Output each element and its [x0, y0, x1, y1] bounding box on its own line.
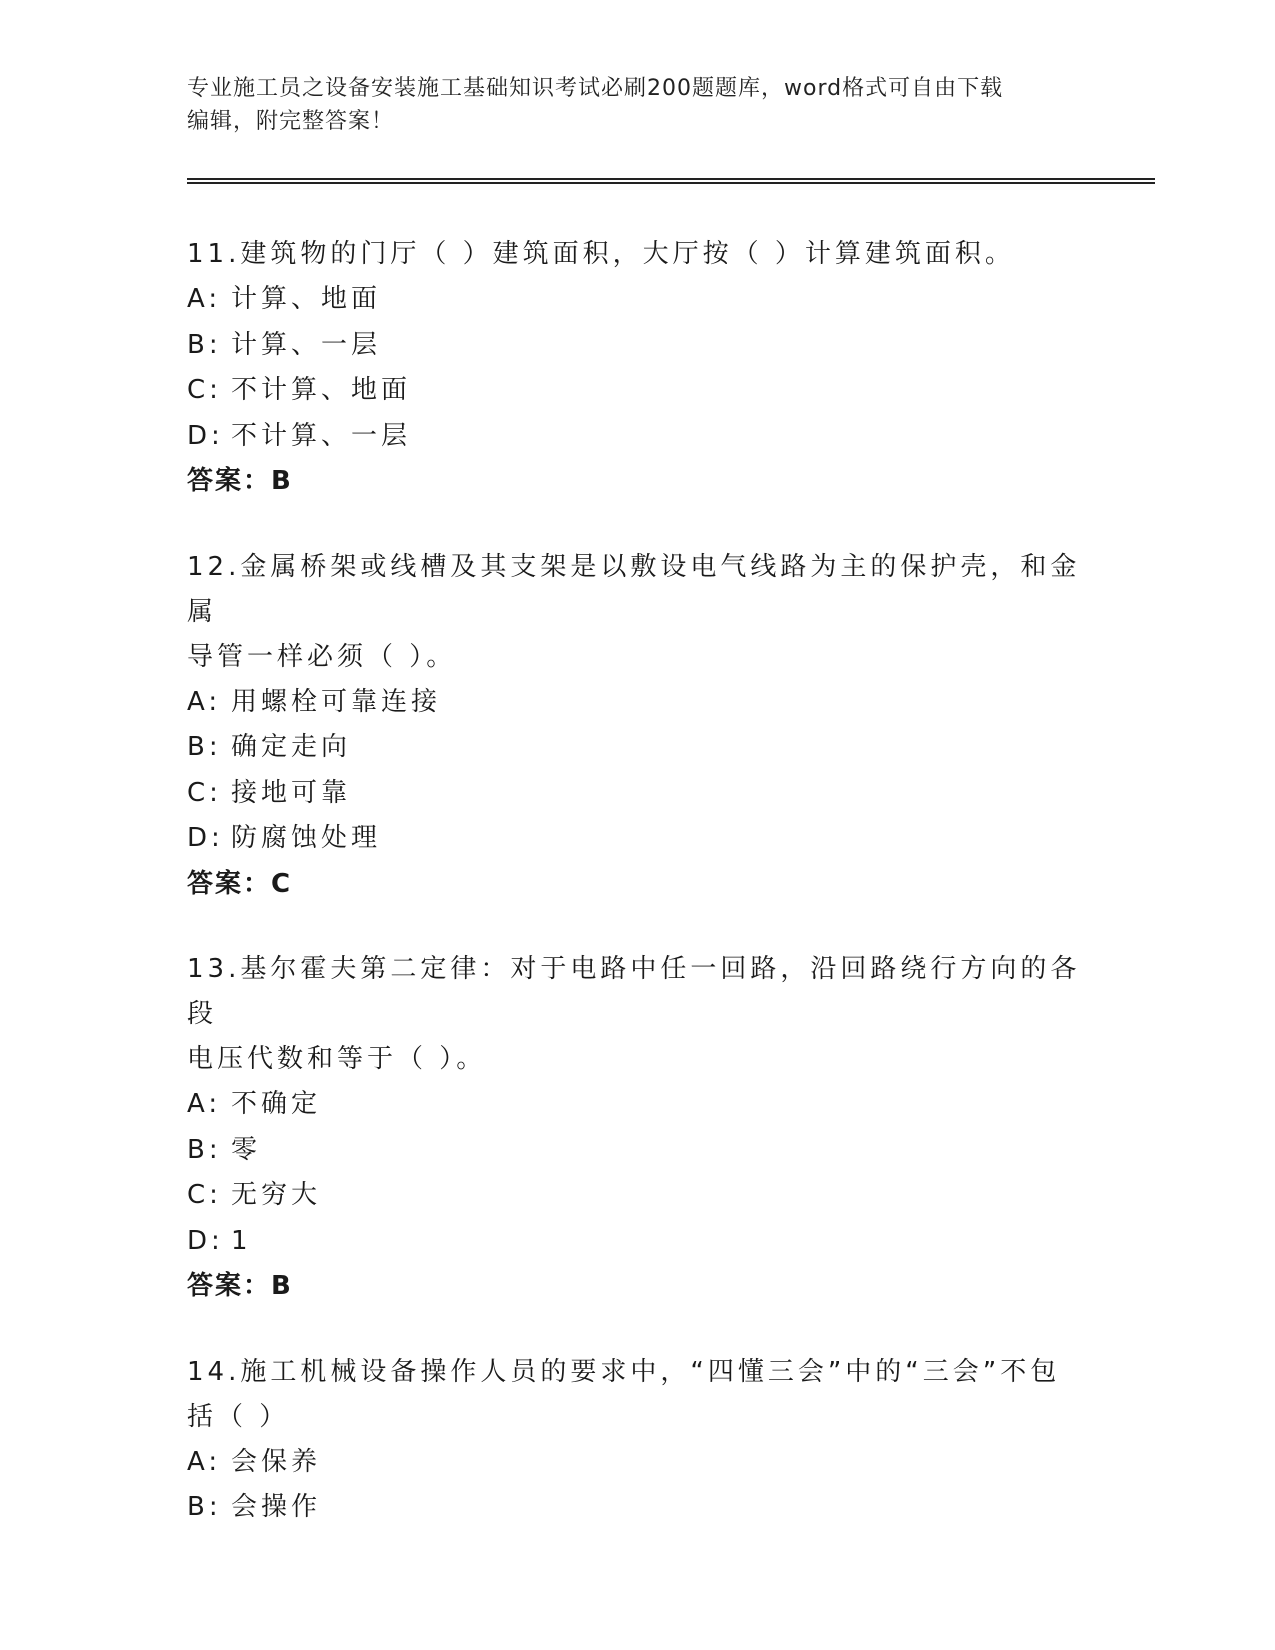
option-a: A: 不确定: [187, 1089, 322, 1119]
option-c: C: 不计算、地面: [187, 375, 412, 405]
answer-label: 答案：B: [187, 1271, 293, 1301]
option-a: A: 计算、地面: [187, 284, 382, 314]
option-d: D: 防腐蚀处理: [187, 823, 382, 853]
header-line-2: 编辑，附完整答案！: [187, 109, 395, 134]
question-13: [187, 947, 1087, 1310]
option-b: B: 计算、一层: [187, 329, 382, 360]
option-c: C: 接地可靠: [187, 777, 352, 808]
question-11: [187, 232, 1087, 505]
question-list: [187, 232, 1087, 1571]
question-14: [187, 1350, 1087, 1531]
option-a: A: 用螺栓可靠连接: [187, 686, 442, 717]
answer-label: 答案：B: [187, 466, 293, 496]
document-header: [187, 72, 1067, 138]
question-stem: 11.建筑物的门厅（ ）建筑面积，大厅按（ ）计算建筑面积。: [187, 239, 1015, 269]
header-divider-bottom: [187, 182, 1155, 184]
question-stem: 14.施工机械设备操作人员的要求中，“四懂三会”中的“三会”不包 括（ ）: [187, 1356, 1061, 1432]
option-b: B: 零: [187, 1134, 262, 1165]
option-c: C: 无穷大: [187, 1180, 322, 1210]
option-d: D: 1: [187, 1225, 252, 1256]
option-a: A: 会保养: [187, 1446, 322, 1477]
question-stem: 12.金属桥架或线槽及其支架是以敷设电气线路为主的保护壳，和金属 导管一样必须（ ）。: [187, 551, 1081, 672]
question-12: [187, 545, 1087, 908]
question-stem: 13.基尔霍夫第二定律：对于电路中任一回路，沿回路绕行方向的各段 电压代数和等于（ ）。: [187, 954, 1081, 1074]
header-divider-top: [187, 178, 1155, 180]
answer-label: 答案：C: [187, 868, 293, 899]
header-line-1: 专业施工员之设备安装施工基础知识考试必刷200题题库，word格式可自由下载: [187, 76, 1004, 101]
option-b: B: 确定走向: [187, 732, 352, 762]
option-b: B: 会操作: [187, 1492, 322, 1522]
option-d: D: 不计算、一层: [187, 420, 412, 451]
